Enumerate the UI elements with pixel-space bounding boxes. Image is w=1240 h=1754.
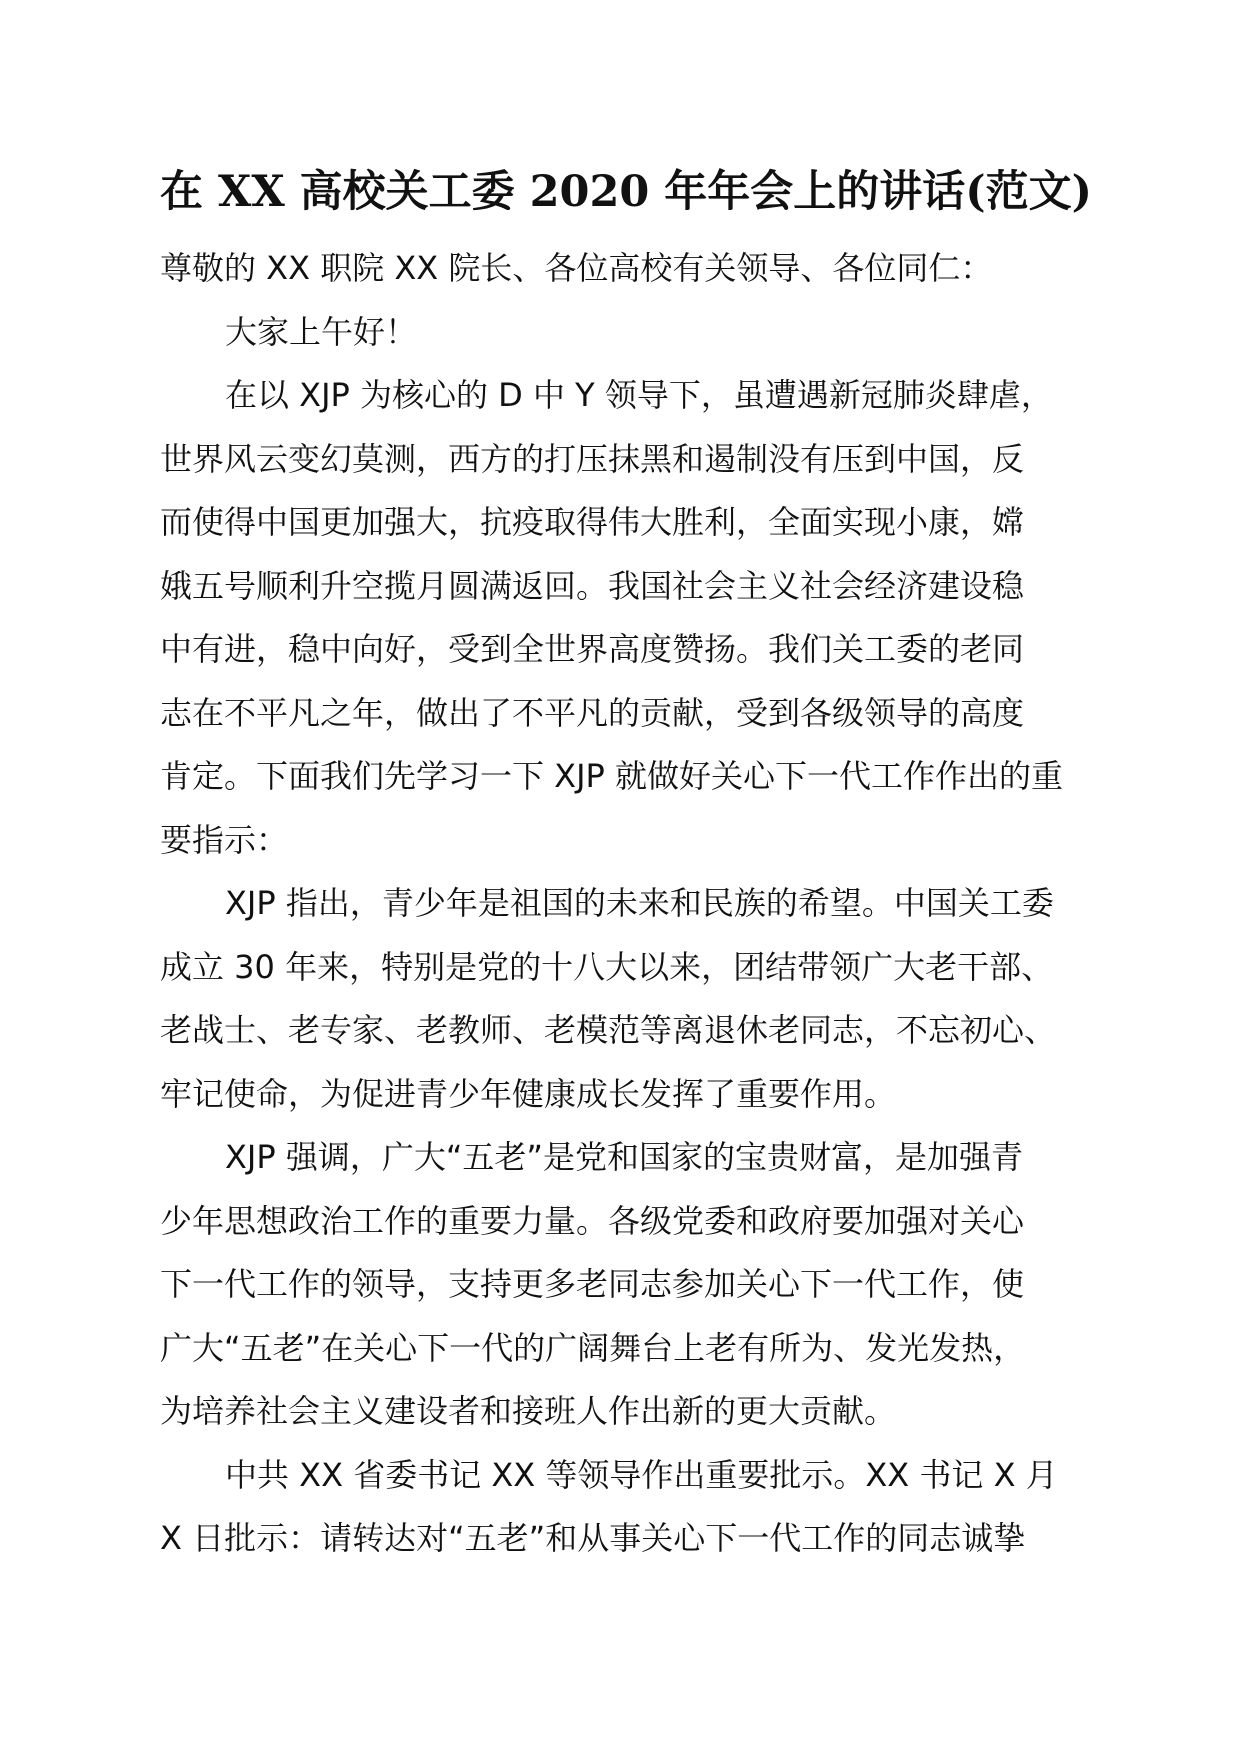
body-line: 牢记使命，为促进青少年健康成长发挥了重要作用。 [160,1074,897,1113]
body-line: XJP 强调，广大“五老”是党和国家的宝贵财富，是加强青 [225,1138,1023,1176]
body-line: 世界风云变幻莫测，西方的打压抹黑和遏制没有压到中国，反 [160,439,1025,478]
body-line: 老战士、老专家、老教师、老模范等离退休老同志，不忘初心、 [160,1011,1057,1049]
body-line: 少年思想政治工作的重要力量。各级党委和政府要加强对关心 [160,1201,1025,1240]
body-line: XJP 指出，青少年是祖国的未来和民族的希望。中国关工委 [225,884,1054,922]
document-title: 在 XX 高校关工委 2020 年年会上的讲话(范文) [160,167,1092,217]
body-line: 大家上午好！ [225,312,418,351]
body-line: 尊敬的 XX 职院 XX 院长、各位高校有关领导、各位同仁： [160,249,993,287]
body-line: 而使得中国更加强大，抗疫取得伟大胜利，全面实现小康，嫦 [160,503,1025,541]
body-line: 肯定。下面我们先学习一下 XJP 就做好关心下一代工作作出的重 [160,757,1064,795]
body-line: 娥五号顺利升空揽月圆满返回。我国社会主义社会经济建设稳 [160,566,1025,605]
body-line: 为培养社会主义建设者和接班人作出新的更大贡献。 [160,1392,897,1430]
body-line: 志在不平凡之年，做出了不平凡的贡献，受到各级领导的高度 [160,693,1025,732]
body-line: X 日批示：请转达对“五老”和从事关心下一代工作的同志诚挚 [160,1519,1026,1557]
body-line: 在以 XJP 为核心的 D 中 Y 领导下，虽遭遇新冠肺炎肆虐， [225,376,1053,414]
document-body [160,237,1090,1571]
body-line: 成立 30 年来，特别是党的十八大以来，团结带领广大老干部、 [160,947,1054,986]
body-line: 要指示： [160,820,289,859]
body-line: 中有进，稳中向好，受到全世界高度赞扬。我们关工委的老同 [160,630,1025,668]
body-line: 下一代工作的领导，支持更多老同志参加关心下一代工作，使 [160,1265,1025,1303]
body-line: 广大“五老”在关心下一代的广阔舞台上老有所为、发光发热， [160,1328,1026,1367]
body-line: 中共 XX 省委书记 XX 等领导作出重要批示。XX 书记 X 月 [225,1455,1058,1494]
